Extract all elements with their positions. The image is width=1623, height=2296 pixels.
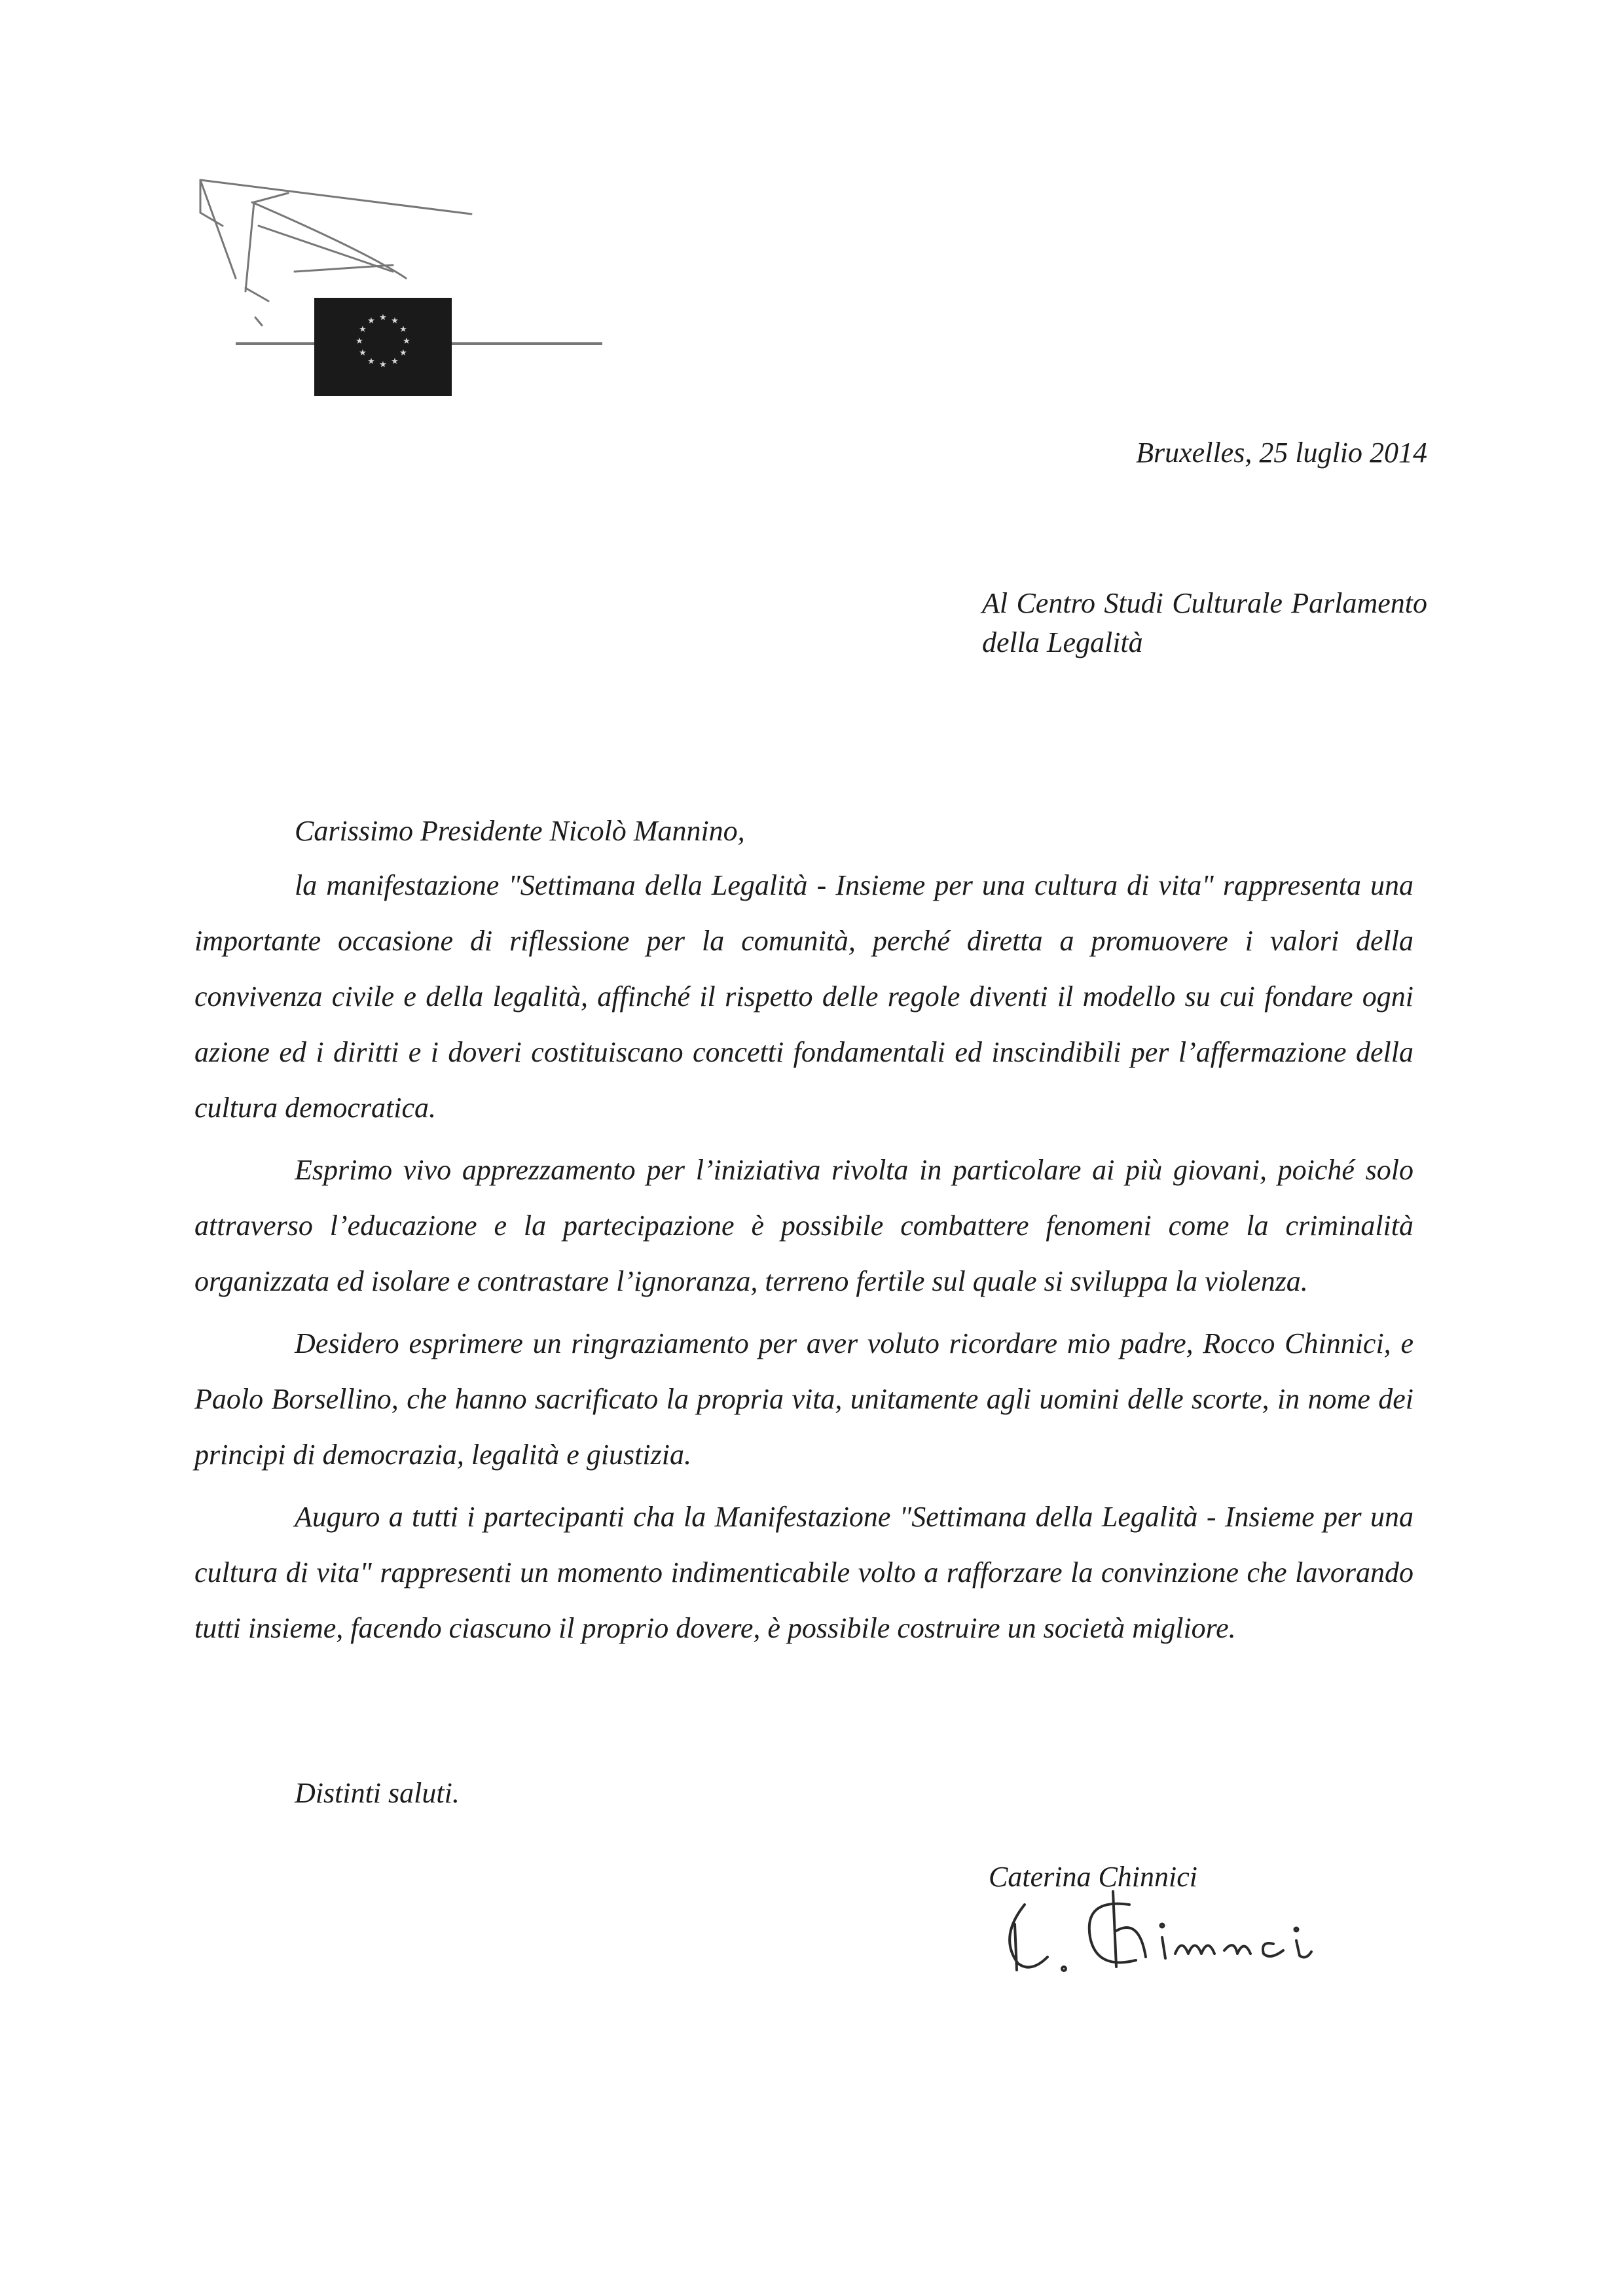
svg-text:★: ★ — [367, 316, 375, 326]
body-paragraph: Esprimo vivo apprezzamento per l’iniziativa rivolta in particolare ai più giovani, poiché solo attraverso l’educazione e la partecipazione è possibile combattere fenomeni come la criminalità organizzata ed isolare e contrastare l’ignoranza, terreno fertile sul quale si sviluppa la violenza. — [194, 1154, 1413, 1297]
svg-text:★: ★ — [356, 336, 363, 346]
recipient-address — [982, 584, 1427, 662]
body-paragraph: la manifestazione "Settimana della Legalità - Insieme per una cultura di vita" rappresenta una importante occasione di riflessione per la comunità, perché diretta a promuovere i valori della convivenza civile e della legalità, affinché il rispetto delle regole diventi il modello su cui fondare ogni azione ed i diritti e i doveri costituiscano concetti fondamentali ed inscindibili per l’affermazione della cultura democratica. — [194, 869, 1413, 1124]
svg-text:★: ★ — [399, 348, 407, 358]
svg-text:★: ★ — [367, 357, 375, 367]
closing: Distinti saluti. — [295, 1777, 460, 1809]
svg-text:★: ★ — [359, 325, 367, 334]
body-paragraph: Auguro a tutti i partecipanti cha la Manifestazione "Settimana della Legalità - Insieme per una cultura di vita" rappresenti un momento indimenticabile volto a rafforzare la convinzione che lavorando tutti insieme, facendo ciascuno il proprio dovere, è possibile costruire un società migliore. — [194, 1501, 1413, 1644]
signatory-name: Caterina Chinnici — [989, 1861, 1197, 1893]
recipient-line: Al Centro Studi Culturale Parlamento — [982, 587, 1427, 619]
body-paragraph: Desidero esprimere un ringraziamento per aver voluto ricordare mio padre, Rocco Chinnici, e Paolo Borsellino, che hanno sacrificato la propria vita, unitamente agli uomini delle scorte, in nome dei principi di democrazia, legalità e giustizia. — [194, 1327, 1413, 1471]
svg-text:★: ★ — [391, 316, 399, 326]
svg-text:★: ★ — [403, 336, 410, 346]
salutation: Carissimo Presidente Nicolò Mannino, — [295, 815, 745, 847]
handwritten-signature-icon — [998, 1878, 1365, 1983]
european-parliament-logo-icon — [196, 167, 615, 409]
svg-text:★: ★ — [379, 313, 387, 323]
svg-text:★: ★ — [359, 348, 367, 358]
letter-body — [194, 857, 1413, 1662]
letter-date: Bruxelles, 25 luglio 2014 — [1136, 437, 1427, 469]
recipient-line: della Legalità — [982, 626, 1143, 658]
svg-text:★: ★ — [399, 325, 407, 334]
svg-text:★: ★ — [379, 360, 387, 370]
svg-text:★: ★ — [391, 357, 399, 367]
